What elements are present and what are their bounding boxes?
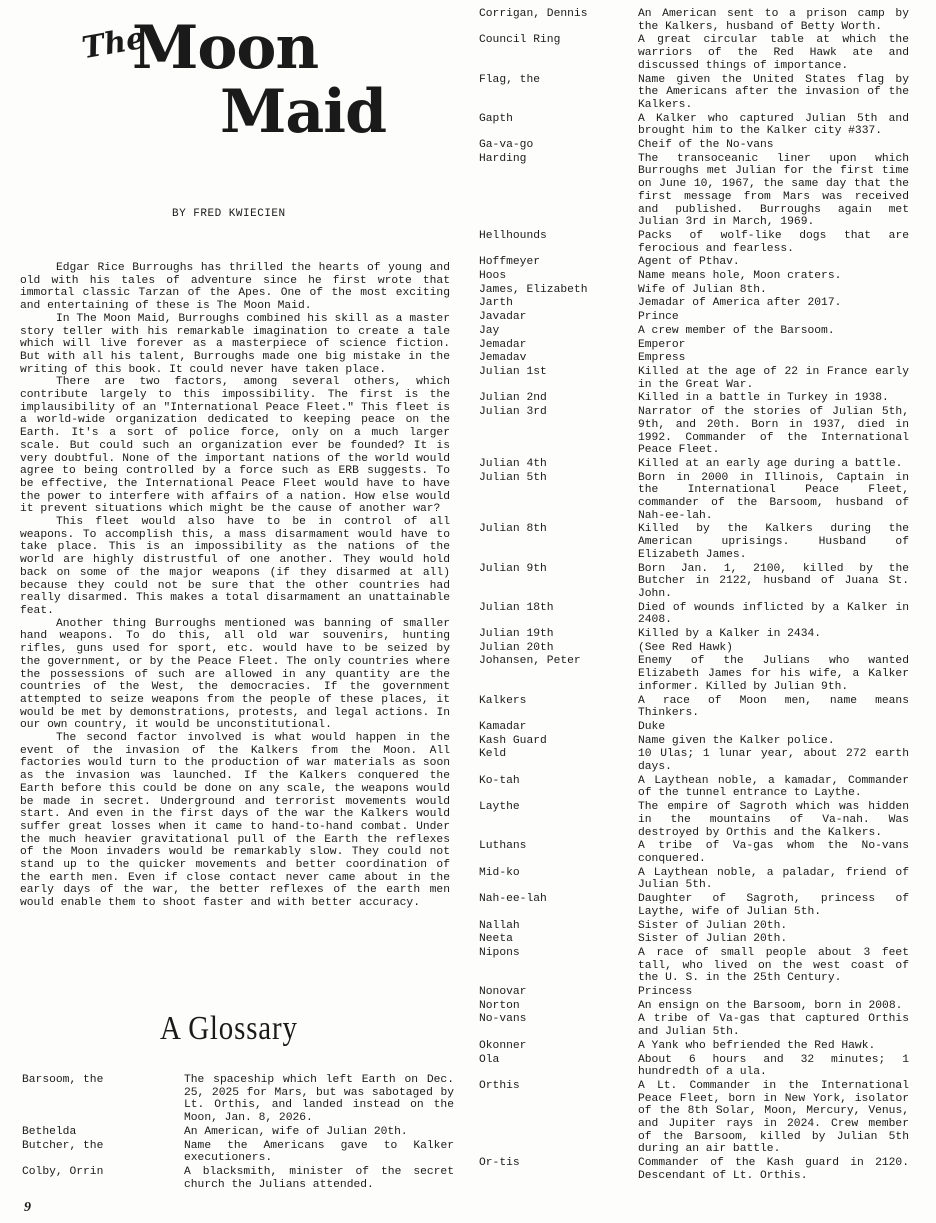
glossary-definition: A Kalker who captured Julian 5th and brought him to the Kalker city #337. bbox=[638, 112, 909, 138]
glossary-definition: A Lt. Commander in the International Peace Fleet, born in New York, isolator of the 8th Solar, Moon, Mercury, Venus, and Jupiter rays in 2024. Crew member of the Barsoom, killed by Julian 5th during an air battle. bbox=[638, 1079, 909, 1156]
page-number: 9 bbox=[24, 1200, 31, 1215]
glossary-entry bbox=[479, 867, 909, 892]
glossary-definition: The empire of Sagroth which was hidden in the mountains of Va-nah. Was destroyed by Orthis and the Kalkers. bbox=[638, 801, 909, 839]
glossary-entry bbox=[479, 311, 909, 324]
glossary-entry bbox=[479, 458, 909, 471]
glossary-definition: Killed by a Kalker in 2434. bbox=[638, 628, 822, 641]
glossary-entry bbox=[479, 695, 909, 720]
article-paragraph: Another thing Burroughs mentioned was banning of smaller hand weapons. To do this, all old war souvenirs, hunting rifles, guns used for sport, etc. would have to be seized by the government, or by the Peace Fleet. The only countries where the possessions of such are allowed in any quantity are the countries of the West, the democracies. If the government attempted to seize weapons from the people of these places, it would be met by demonstrations, protests, and legal actions. In our own country, it would be unconstitutional. bbox=[20, 617, 450, 732]
glossary-term: Julian 5th bbox=[479, 471, 547, 484]
glossary-term: Butcher, the bbox=[22, 1139, 104, 1152]
glossary-term: Neeta bbox=[479, 933, 513, 946]
glossary-definition: A great circular table at which the warriors of the Red Hawk ate and discussed things of importance. bbox=[638, 34, 909, 72]
title-maid: Maid bbox=[220, 77, 387, 147]
glossary-term: Orthis bbox=[479, 1079, 520, 1092]
glossary-entry bbox=[479, 230, 909, 255]
glossary-definition: A Laythean noble, a kamadar, Commander of the tunnel entrance to Laythe. bbox=[638, 774, 909, 800]
glossary-term: Julian 4th bbox=[479, 457, 547, 470]
glossary-term: Luthans bbox=[479, 840, 527, 853]
glossary-definition: Killed by the Kalkers during the American uprisings. Husband of Elizabeth James. bbox=[638, 523, 909, 561]
glossary-definition: Name given the Kalker police. bbox=[638, 734, 835, 747]
glossary-term: Council Ring bbox=[479, 34, 561, 47]
glossary-entry bbox=[479, 735, 909, 748]
glossary-entry bbox=[479, 113, 909, 138]
glossary-entry bbox=[479, 801, 909, 839]
glossary-term: Corrigan, Dennis bbox=[479, 8, 588, 20]
glossary-entry bbox=[479, 1054, 909, 1079]
glossary-definition: Name given the United States flag by the Americans after the invasion of the Kalkers. bbox=[638, 73, 909, 111]
glossary-term: Nallah bbox=[479, 919, 520, 932]
glossary-right-column bbox=[479, 8, 909, 1184]
glossary-entry bbox=[479, 297, 909, 310]
glossary-entry bbox=[479, 270, 909, 283]
glossary-term: Ola bbox=[479, 1053, 500, 1066]
glossary-definition: Daughter of Sagroth, princess of Laythe, wife of Julian 5th. bbox=[638, 893, 909, 918]
glossary-entry bbox=[479, 1000, 909, 1013]
glossary-entry bbox=[22, 1126, 454, 1139]
glossary-definition: Killed at an early age during a battle. bbox=[638, 457, 903, 470]
glossary-definition: Sister of Julian 20th. bbox=[638, 933, 788, 946]
glossary-term: Nipons bbox=[479, 946, 520, 959]
glossary-definition: Cheif of the No-vans bbox=[638, 139, 774, 152]
glossary-term: Javadar bbox=[479, 311, 527, 324]
glossary-definition: Sister of Julian 20th. bbox=[638, 919, 788, 932]
glossary-definition: Duke bbox=[638, 720, 666, 733]
glossary-definition: A tribe of Va-gas whom the No-vans conquered. bbox=[638, 840, 909, 865]
article-paragraph: The second factor involved is what would happen in the event of the invasion of the Kalkers from the Moon. All factories would turn to the production of war materials as soon as the invasion was launched. If the Kalkers conquered the Earth before this could be done on any scale, the weapons would be made in secret. Underground and terrorist movements would start. And even in the first days of the war the Kalkers would suffer great losses when it came to hand-to-hand combat. Under the much heavier gravitational pull of the Earth the reflexes of the Moon invaders would be remarkably slow. They could not stand up to the quicker movements and better coordination of the earth men. Even if close contact never came about in the early days of the war, the better reflexes of the earth men would enable them to shoot faster and with better accuracy. bbox=[20, 732, 450, 910]
glossary-term: Julian 2nd bbox=[479, 392, 547, 405]
glossary-entry bbox=[22, 1140, 454, 1165]
glossary-entry bbox=[479, 8, 909, 33]
glossary-term: Colby, Orrin bbox=[22, 1165, 104, 1178]
glossary-entry bbox=[479, 34, 909, 72]
byline: BY FRED KWIECIEN bbox=[172, 208, 286, 220]
glossary-definition: An American, wife of Julian 20th. bbox=[184, 1125, 408, 1138]
glossary-term: Kash Guard bbox=[479, 734, 547, 747]
glossary-definition: A tribe of Va-gas that captured Orthis and Julian 5th. bbox=[638, 1013, 909, 1039]
glossary-entry bbox=[479, 840, 909, 865]
glossary-entry bbox=[479, 628, 909, 641]
glossary-definition: Enemy of the Julians who wanted Elizabeth James for his wife, a Kalker informer. Killed by Julian 9th. bbox=[638, 655, 909, 693]
glossary-entry bbox=[479, 775, 909, 800]
glossary-term: Jemadav bbox=[479, 352, 527, 365]
glossary-definition: Born Jan. 1, 2100, killed by the Butcher in 2122, husband of Juana St. John. bbox=[638, 562, 909, 600]
title-moon: Moon bbox=[132, 13, 319, 83]
glossary-term: Okonner bbox=[479, 1039, 527, 1052]
glossary-term: Kamadar bbox=[479, 720, 527, 733]
glossary-definition: A Yank who befriended the Red Hawk. bbox=[638, 1039, 876, 1052]
glossary-definition: A race of small people about 3 feet tall, who lived on the west coast of the U. S. in the 25th Century. bbox=[638, 946, 909, 985]
glossary-entry bbox=[479, 642, 909, 655]
glossary-definition: Wife of Julian 8th. bbox=[638, 283, 767, 296]
glossary-entry bbox=[479, 893, 909, 918]
glossary-term: Hoffmeyer bbox=[479, 256, 541, 269]
glossary-title: A Glossary bbox=[160, 1010, 298, 1047]
glossary-left-column bbox=[22, 1074, 454, 1192]
glossary-term: Julian 18th bbox=[479, 601, 554, 614]
glossary-entry bbox=[479, 1080, 909, 1156]
glossary-entry bbox=[479, 1013, 909, 1038]
glossary-term: Julian 19th bbox=[479, 628, 554, 641]
glossary-term: Ko-tah bbox=[479, 774, 520, 787]
glossary-definition: The spaceship which left Earth on Dec. 25, 2025 for Mars, but was sabotaged by Lt. Orthis, and landed instead on the Moon, Jan. 8, 2026. bbox=[184, 1074, 454, 1125]
glossary-definition: Agent of Pthav. bbox=[638, 256, 740, 269]
glossary-term: Jemadar bbox=[479, 338, 527, 351]
glossary-entry bbox=[22, 1166, 454, 1191]
glossary-definition: Born in 2000 in Illinois, Captain in the International Peace Fleet, commander of the Barsoom, husband of Nah-ee-lah. bbox=[638, 471, 909, 522]
glossary-definition: Prince bbox=[638, 311, 679, 324]
glossary-entry bbox=[479, 153, 909, 229]
glossary-entry bbox=[479, 1040, 909, 1053]
glossary-term: Hellhounds bbox=[479, 229, 547, 242]
glossary-entry bbox=[479, 748, 909, 773]
glossary-term: Hoos bbox=[479, 270, 507, 283]
glossary-term: Nonovar bbox=[479, 986, 527, 999]
glossary-definition: Died of wounds inflicted by a Kalker in 2408. bbox=[638, 601, 909, 627]
glossary-term: Barsoom, the bbox=[22, 1074, 104, 1086]
glossary-term: Nah-ee-lah bbox=[479, 893, 547, 906]
glossary-term: Laythe bbox=[479, 801, 520, 814]
glossary-entry bbox=[479, 563, 909, 601]
glossary-definition: About 6 hours and 32 minutes; 1 hundredth of a ula. bbox=[638, 1053, 909, 1079]
glossary-entry bbox=[479, 721, 909, 734]
glossary-term: Julian 3rd bbox=[479, 406, 547, 419]
glossary-entry bbox=[479, 74, 909, 112]
glossary-definition: A crew member of the Barsoom. bbox=[638, 324, 835, 337]
glossary-entry bbox=[479, 655, 909, 693]
glossary-definition: Jemadar of America after 2017. bbox=[638, 297, 842, 310]
glossary-term: Julian 9th bbox=[479, 562, 547, 575]
glossary-term: Kalkers bbox=[479, 694, 527, 707]
glossary-entry bbox=[479, 325, 909, 338]
article-body bbox=[20, 262, 450, 910]
glossary-entry bbox=[479, 392, 909, 405]
glossary-definition: A Laythean noble, a paladar, friend of Julian 5th. bbox=[638, 866, 909, 892]
glossary-term: Mid-ko bbox=[479, 866, 520, 879]
glossary-entry bbox=[479, 284, 909, 297]
glossary-definition: Emperor bbox=[638, 338, 686, 351]
glossary-entry bbox=[479, 139, 909, 152]
glossary-entry bbox=[479, 339, 909, 352]
article-paragraph: This fleet would also have to be in control of all weapons. To accomplish this, a mass disarmament would have to take place. This is an impossibility as the nations of the world are highly distrustful of one another. They would hold back on some of the major weapons (if they disarmed at all) because they could not be sure that the other countries had really disarmed. This makes a total disarmament an unattainable feat. bbox=[20, 516, 450, 617]
glossary-definition: Packs of wolf-like dogs that are ferocious and fearless. bbox=[638, 229, 909, 255]
glossary-term: James, Elizabeth bbox=[479, 283, 588, 296]
title-logo bbox=[80, 10, 400, 160]
glossary-definition: Empress bbox=[638, 352, 686, 365]
glossary-entry bbox=[479, 933, 909, 946]
glossary-definition: Name the Americans gave to Kalker executioners. bbox=[184, 1139, 454, 1165]
glossary-entry bbox=[479, 920, 909, 933]
glossary-term: Keld bbox=[479, 748, 507, 761]
glossary-entry bbox=[479, 366, 909, 391]
glossary-entry bbox=[22, 1074, 454, 1125]
article-paragraph: In The Moon Maid, Burroughs combined his skill as a master story teller with his remarkable imagination to create a tale which will live forever as a masterpiece of science fiction. But with all his talent, Burroughs made one big mistake in the writing of this book. It could never have taken place. bbox=[20, 312, 450, 376]
article-paragraph: Edgar Rice Burroughs has thrilled the hearts of young and old with his tales of adventure since he first wrote that immortal classic Tarzan of the Apes. One of the most exciting and entertaining of these is The Moon Maid. bbox=[20, 262, 450, 313]
glossary-term: Johansen, Peter bbox=[479, 655, 581, 668]
glossary-entry bbox=[479, 472, 909, 523]
glossary-entry bbox=[479, 602, 909, 627]
glossary-entry bbox=[479, 947, 909, 985]
glossary-term: Jay bbox=[479, 324, 500, 337]
glossary-definition: Killed at the age of 22 in France early in the Great War. bbox=[638, 365, 909, 391]
glossary-term: Bethelda bbox=[22, 1125, 77, 1138]
glossary-term: Julian 1st bbox=[479, 365, 547, 378]
title-the: The bbox=[79, 20, 148, 67]
glossary-term: Or-tis bbox=[479, 1157, 520, 1170]
glossary-definition: Princess bbox=[638, 986, 693, 999]
article-paragraph: There are two factors, among several others, which contribute largely to this impossibility. The first is the implausibility of an "International Peace Fleet." This fleet is a world-wide organization dedicated to keeping peace on the Earth. It's a sort of police force, only on a much larger scale. But could such an organization ever be founded? It is very doubtful. None of the important nations of the world would agree to being controlled by a force such as ERB suggests. To be effective, the International Peace Fleet would have to have the power to interfere with affairs of a nation. How else would it prevent situations which might be the cause of another war? bbox=[20, 376, 450, 516]
glossary-term: Norton bbox=[479, 999, 520, 1012]
glossary-term: Julian 8th bbox=[479, 523, 547, 536]
glossary-term: Ga-va-go bbox=[479, 139, 534, 152]
glossary-term: Julian 20th bbox=[479, 641, 554, 654]
glossary-definition: 10 Ulas; 1 lunar year, about 272 earth days. bbox=[638, 748, 909, 774]
glossary-term: Gapth bbox=[479, 112, 513, 125]
glossary-entry bbox=[479, 523, 909, 561]
glossary-definition: Killed in a battle in Turkey in 1938. bbox=[638, 392, 889, 405]
glossary-definition: An ensign on the Barsoom, born in 2008. bbox=[638, 999, 903, 1012]
glossary-definition: (See Red Hawk) bbox=[638, 641, 733, 654]
glossary-definition: Commander of the Kash guard in 2120. Descendant of Lt. Orthis. bbox=[638, 1157, 909, 1182]
glossary-term: No-vans bbox=[479, 1013, 527, 1026]
glossary-definition: A race of Moon men, name means Thinkers. bbox=[638, 694, 909, 720]
glossary-term: Flag, the bbox=[479, 73, 541, 86]
glossary-entry bbox=[479, 406, 909, 457]
glossary-definition: Name means hole, Moon craters. bbox=[638, 270, 842, 283]
glossary-definition: The transoceanic liner upon which Burroughs met Julian for the first time on June 10, 1967, the same day that the first message from Mars was received and published. Burroughs again met Julian 3rd in March, 1969. bbox=[638, 152, 909, 229]
glossary-entry bbox=[479, 256, 909, 269]
glossary-entry bbox=[479, 1157, 909, 1182]
glossary-entry bbox=[479, 986, 909, 999]
glossary-definition: Narrator of the stories of Julian 5th, 9th, and 20th. Born in 1937, died in 1992. Commander of the International Peace Fleet. bbox=[638, 406, 909, 457]
glossary-definition: An American sent to a prison camp by the Kalkers, husband of Betty Worth. bbox=[638, 8, 909, 33]
glossary-entry bbox=[479, 352, 909, 365]
glossary-definition: A blacksmith, minister of the secret church the Julians attended. bbox=[184, 1165, 454, 1191]
glossary-term: Jarth bbox=[479, 297, 513, 310]
glossary-term: Harding bbox=[479, 152, 527, 165]
